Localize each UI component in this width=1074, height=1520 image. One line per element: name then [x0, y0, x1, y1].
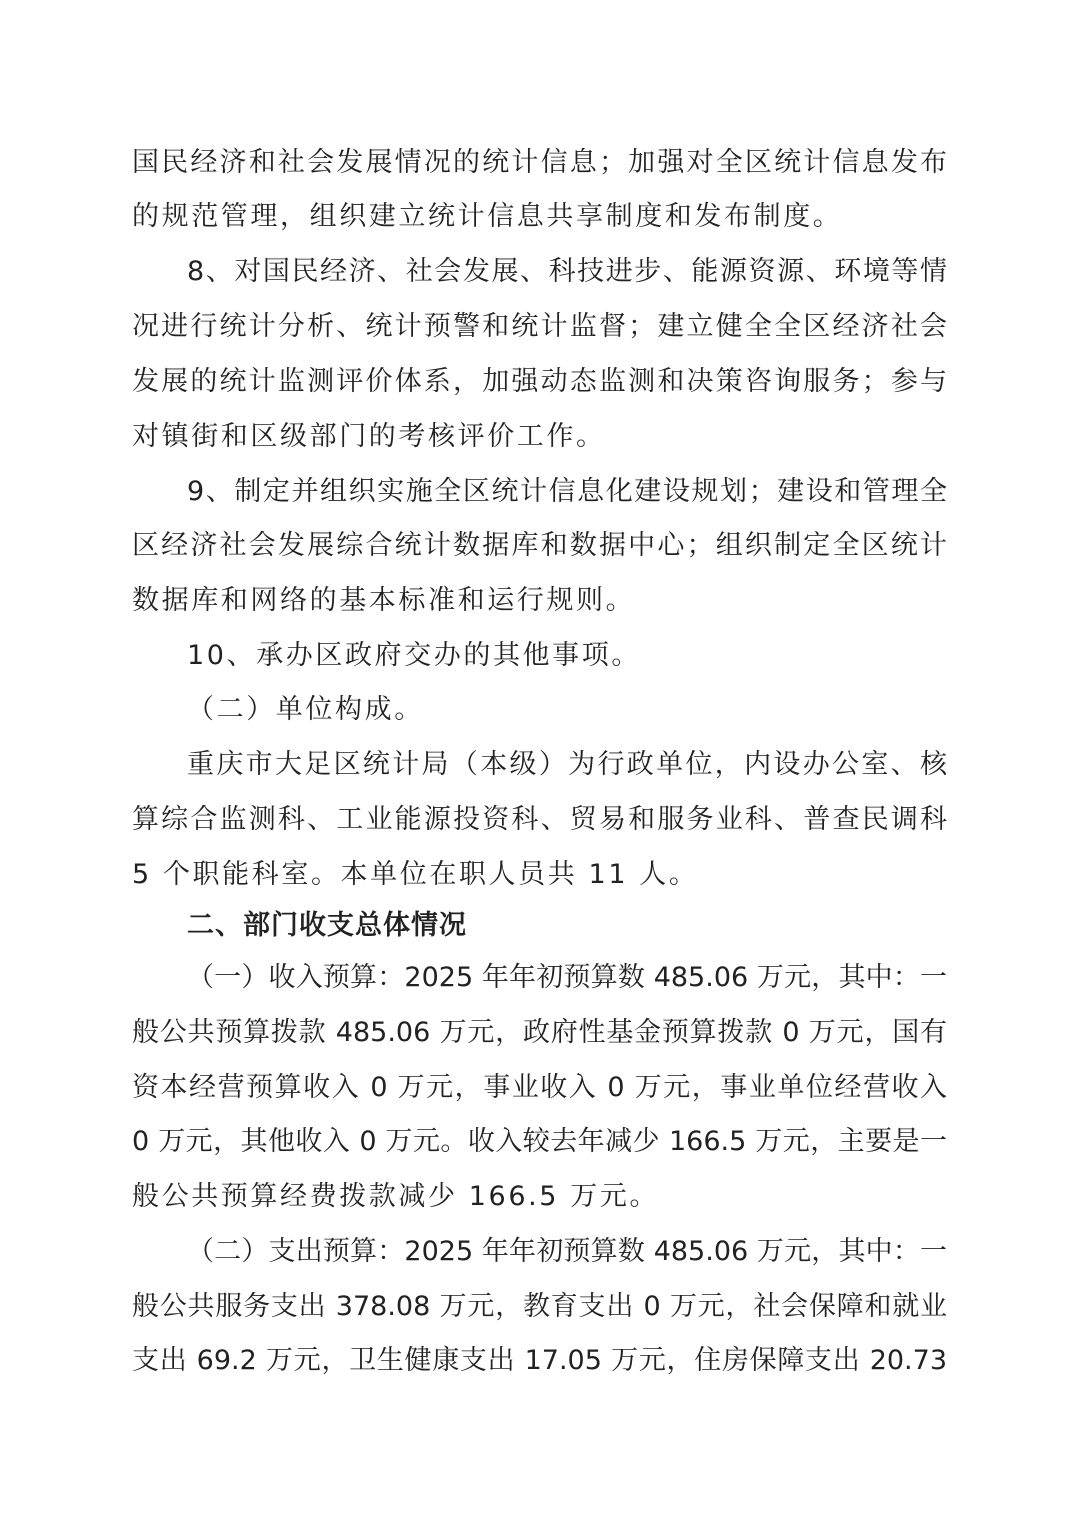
body-text-line: 的规范管理，组织建立统计信息共享制度和发布制度。	[132, 201, 843, 232]
list-item-8-line: 8、对国民经济、社会发展、科技进步、能源资源、环境等情	[187, 256, 947, 287]
expense-budget-line: （二）支出预算：2025 年年初预算数 485.06 万元，其中：一	[187, 1236, 947, 1267]
body-text-line: 般公共预算拨款 485.06 万元，政府性基金预算拨款 0 万元，国有	[132, 1017, 947, 1048]
body-text-line: 国民经济和社会发展情况的统计信息；加强对全区统计信息发布	[132, 147, 947, 178]
list-item-10-line: 10、承办区政府交办的其他事项。	[187, 640, 641, 671]
body-text-line: 资本经营预算收入 0 万元，事业收入 0 万元，事业单位经营收入	[132, 1072, 947, 1103]
body-text-line: 区经济社会发展综合统计数据库和数据中心；组织制定全区统计	[132, 530, 947, 561]
body-text-line: 重庆市大足区统计局（本级）为行政单位，内设办公室、核	[187, 749, 947, 780]
body-text-line: 对镇街和区级部门的考核评价工作。	[132, 421, 606, 452]
body-text-line: 般公共预算经费拨款减少 166.5 万元。	[132, 1181, 660, 1212]
body-text-line: 般公共服务支出 378.08 万元，教育支出 0 万元，社会保障和就业	[132, 1291, 947, 1322]
body-text-line: 况进行统计分析、统计预警和统计监督；建立健全全区经济社会	[132, 311, 947, 342]
body-text-line: 5 个职能科室。本单位在职人员共 11 人。	[132, 859, 699, 890]
body-text-line: 数据库和网络的基本标准和运行规则。	[132, 585, 636, 616]
section-heading: 二、部门收支总体情况	[187, 910, 467, 941]
body-text-line: 发展的统计监测评价体系，加强动态监测和决策咨询服务；参与	[132, 366, 947, 397]
body-text-line: 0 万元，其他收入 0 万元。收入较去年减少 166.5 万元，主要是一	[132, 1126, 947, 1157]
body-text-line: 算综合监测科、工业能源投资科、贸易和服务业科、普查民调科	[132, 804, 947, 835]
subsection-heading: （二）单位构成。	[187, 694, 424, 725]
income-budget-line: （一）收入预算：2025 年年初预算数 485.06 万元，其中：一	[187, 962, 947, 993]
list-item-9-line: 9、制定并组织实施全区统计信息化建设规划；建设和管理全	[187, 476, 947, 507]
body-text-line: 支出 69.2 万元，卫生健康支出 17.05 万元，住房保障支出 20.73	[132, 1345, 947, 1376]
